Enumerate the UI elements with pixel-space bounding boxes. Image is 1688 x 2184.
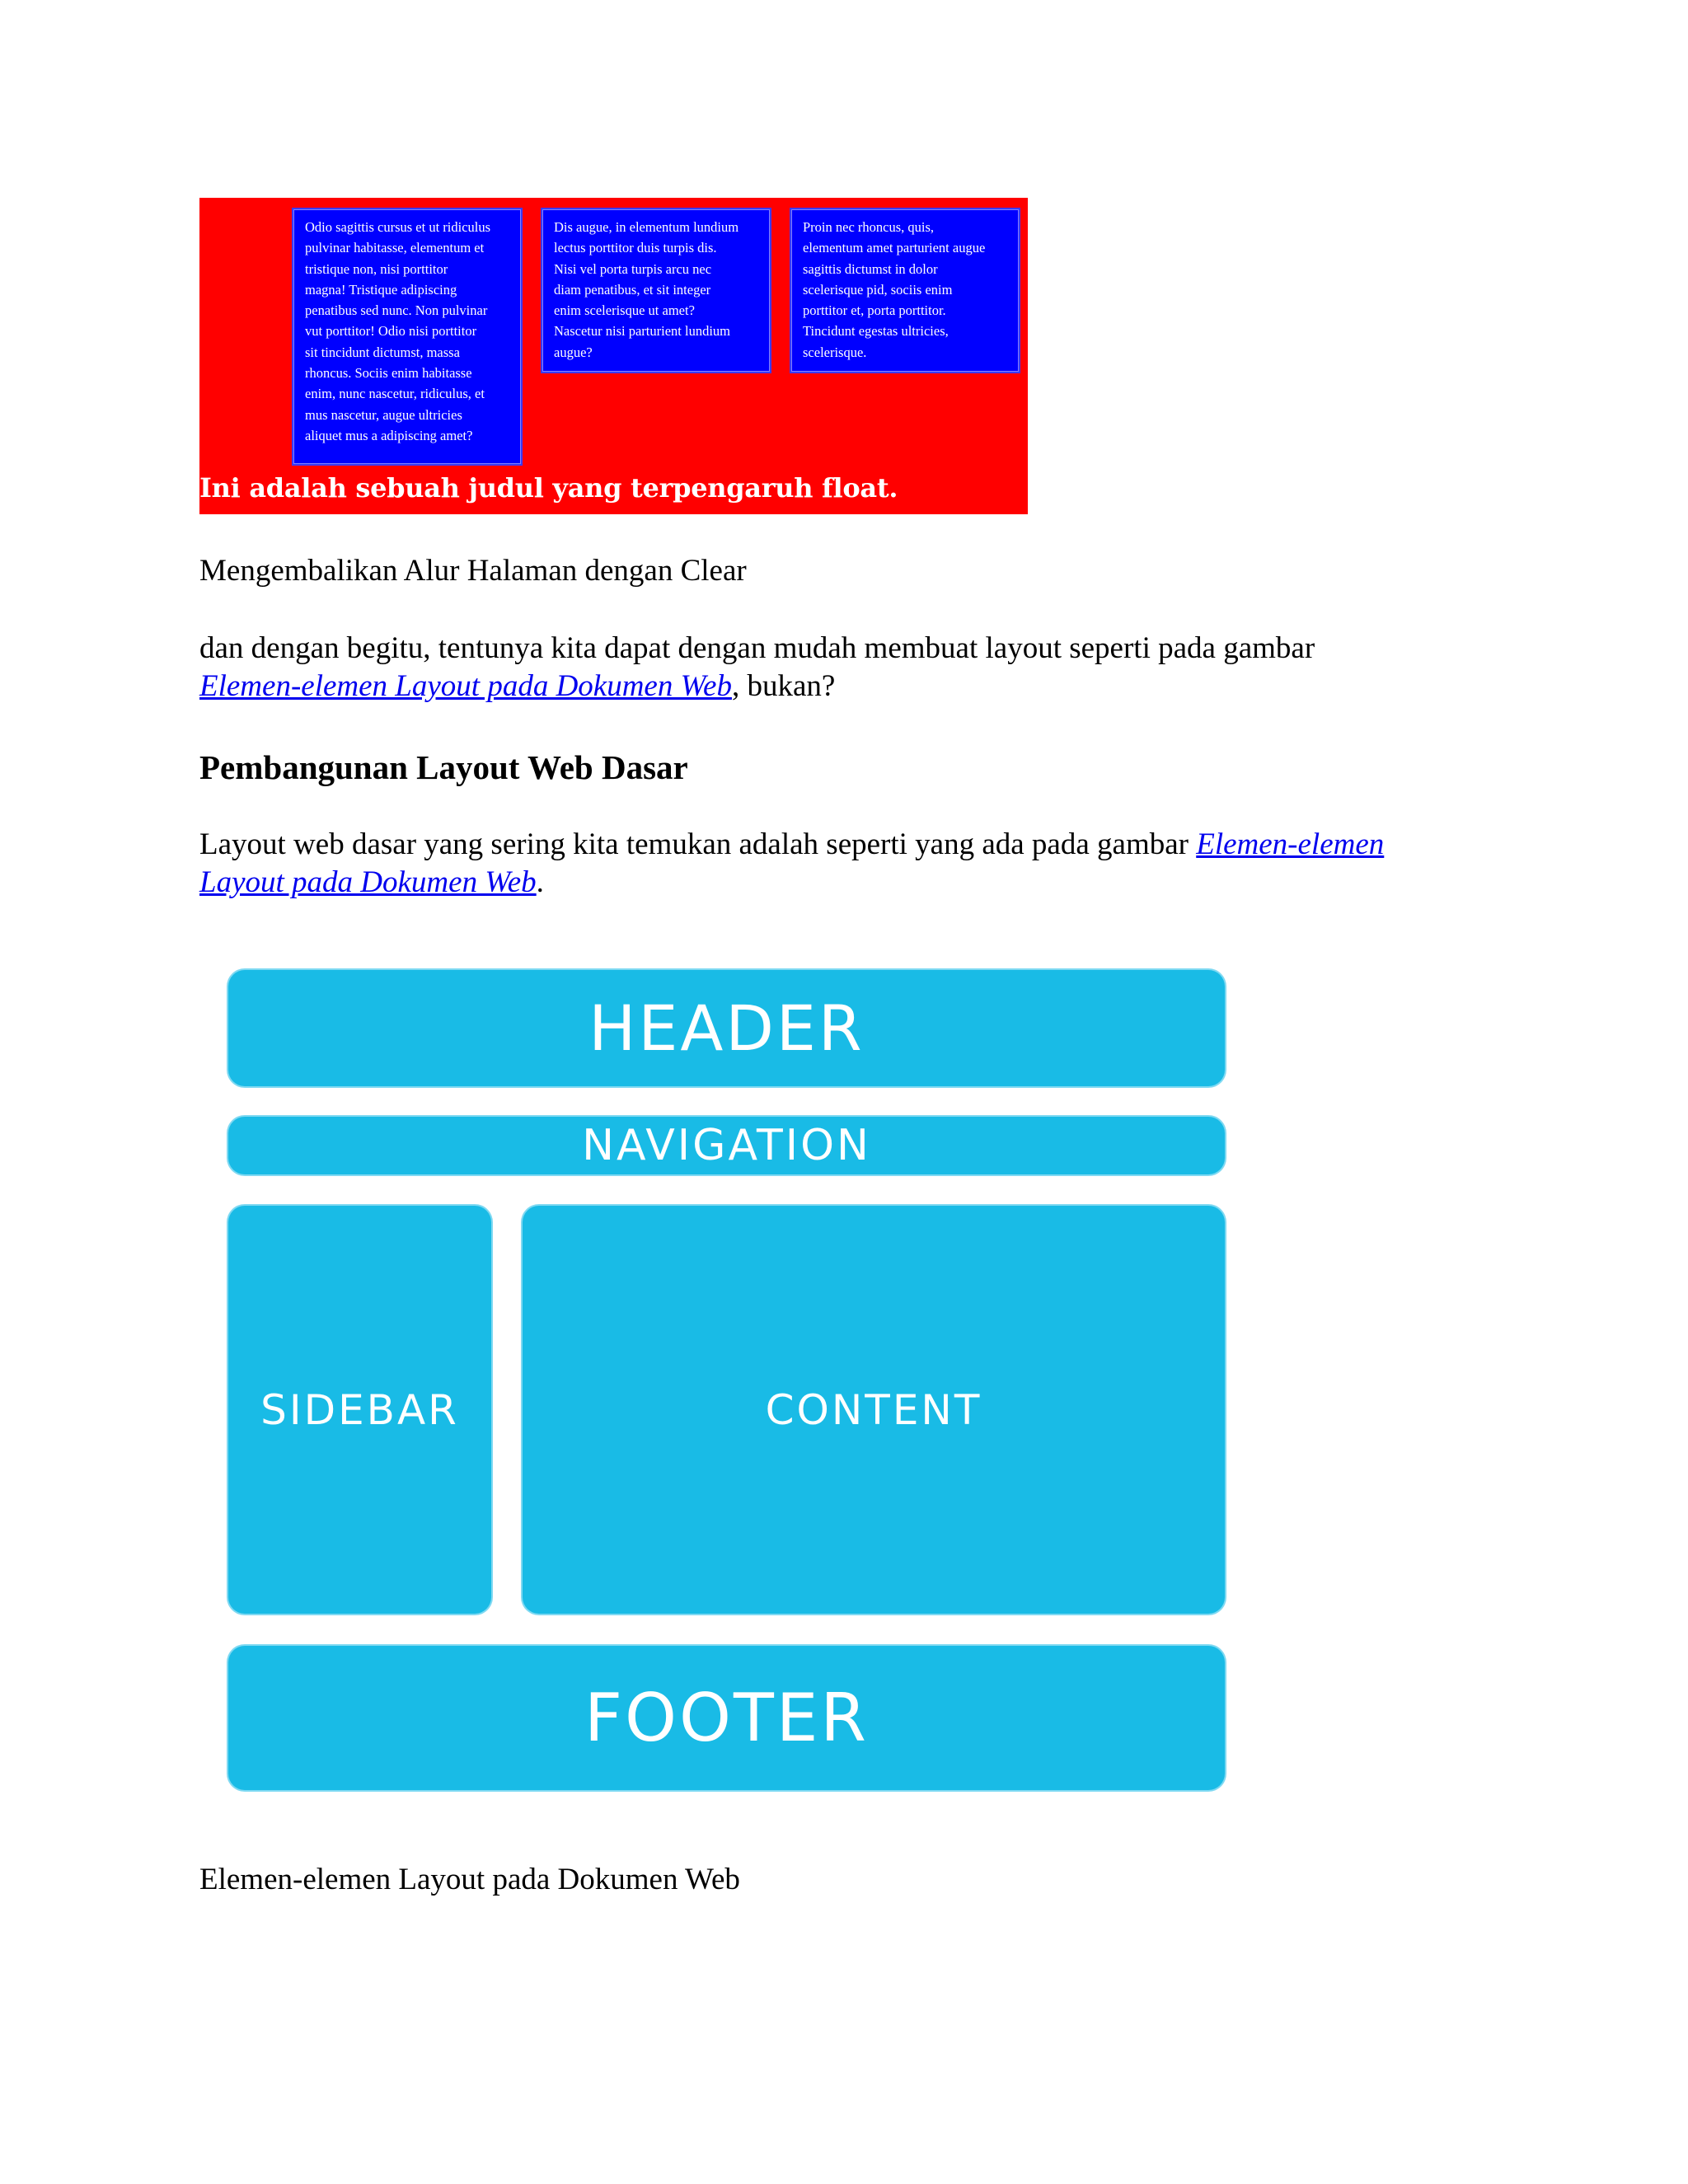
float-box-1 (292, 208, 523, 466)
float-box-line: Tincidunt egestas ultricies, (803, 323, 949, 340)
float-box-line: tristique non, nisi porttitor (305, 260, 448, 277)
float-box-line: sagittis dictumst in dolor (803, 260, 938, 277)
float-box-line: Proin nec rhoncus, quis, (803, 219, 935, 235)
layout-navigation-block: NAVIGATION (228, 1117, 1225, 1174)
float-box-line: mus nascetur, augue ultricies (305, 406, 462, 423)
paragraph-tail: . (536, 865, 544, 899)
layout-content-block: CONTENT (523, 1206, 1225, 1614)
float-box-3 (790, 208, 1020, 373)
float-box-line: penatibus sed nunc. Non pulvinar (305, 302, 488, 319)
float-box-2 (541, 208, 771, 373)
float-demo-image (199, 198, 1028, 514)
paragraph-intro-line1: dan dengan begitu, tentunya kita dapat dengan mudah membuat layout seperti pada gambar (199, 631, 1315, 665)
section-heading: Pembangunan Layout Web Dasar (199, 748, 688, 786)
float-box-line: elementum amet parturient augue (803, 240, 986, 256)
paragraph-intro-line2 (199, 668, 835, 705)
paragraph-layout-line2 (199, 864, 544, 902)
float-box-line: diam penatibus, et sit integer (554, 281, 711, 298)
float-box-line: enim scelerisque ut amet? (554, 302, 695, 319)
link-elemen-layout[interactable]: Elemen-elemen Layout pada Dokumen Web (199, 669, 732, 703)
float-box-line: scelerisque pid, sociis enim (803, 281, 953, 298)
float-box-line: augue? (554, 344, 593, 360)
float-box-line: rhoncus. Sociis enim habitasse (305, 365, 472, 382)
float-box-line: vut porttitor! Odio nisi porttitor (305, 323, 477, 340)
figure-caption-layout: Elemen-elemen Layout pada Dokumen Web (199, 1863, 740, 1896)
float-box-line: Nisi vel porta turpis arcu nec (554, 260, 712, 277)
layout-sidebar-block: SIDEBAR (228, 1206, 491, 1614)
float-box-line: sit tincidunt dictumst, massa (305, 344, 460, 360)
float-box-line: lectus porttitor duis turpis dis. (554, 240, 717, 256)
layout-header-block: HEADER (228, 970, 1225, 1086)
layout-footer-block: FOOTER (228, 1646, 1225, 1790)
link-elemen-elemen[interactable]: Elemen-elemen (1196, 827, 1385, 861)
float-box-line: aliquet mus a adipiscing amet? (305, 427, 473, 443)
float-demo-heading: Ini adalah sebuah judul yang terpengaruh float. (199, 472, 898, 504)
float-box-line: enim, nunc nascetur, ridiculus, et (305, 386, 485, 402)
float-box-line: pulvinar habitasse, elementum et (305, 240, 485, 256)
figure-caption-clear: Mengembalikan Alur Halaman dengan Clear (199, 554, 747, 588)
link-layout-dokumen-web[interactable]: Layout pada Dokumen Web (199, 865, 537, 899)
float-box-line: magna! Tristique adipiscing (305, 281, 457, 298)
paragraph-text: Layout web dasar yang sering kita temukan adalah seperti yang ada pada gambar (199, 827, 1197, 861)
float-box-line: Dis augue, in elementum lundium (554, 219, 739, 235)
float-box-line: scelerisque. (803, 344, 867, 360)
float-box-line: porttitor et, porta porttitor. (803, 302, 946, 319)
paragraph-tail: , bukan? (731, 669, 836, 703)
float-box-line: Odio sagittis cursus et ut ridiculus (305, 219, 491, 235)
paragraph-layout-line1 (199, 826, 1384, 864)
float-box-line: Nascetur nisi parturient lundium (554, 323, 730, 340)
